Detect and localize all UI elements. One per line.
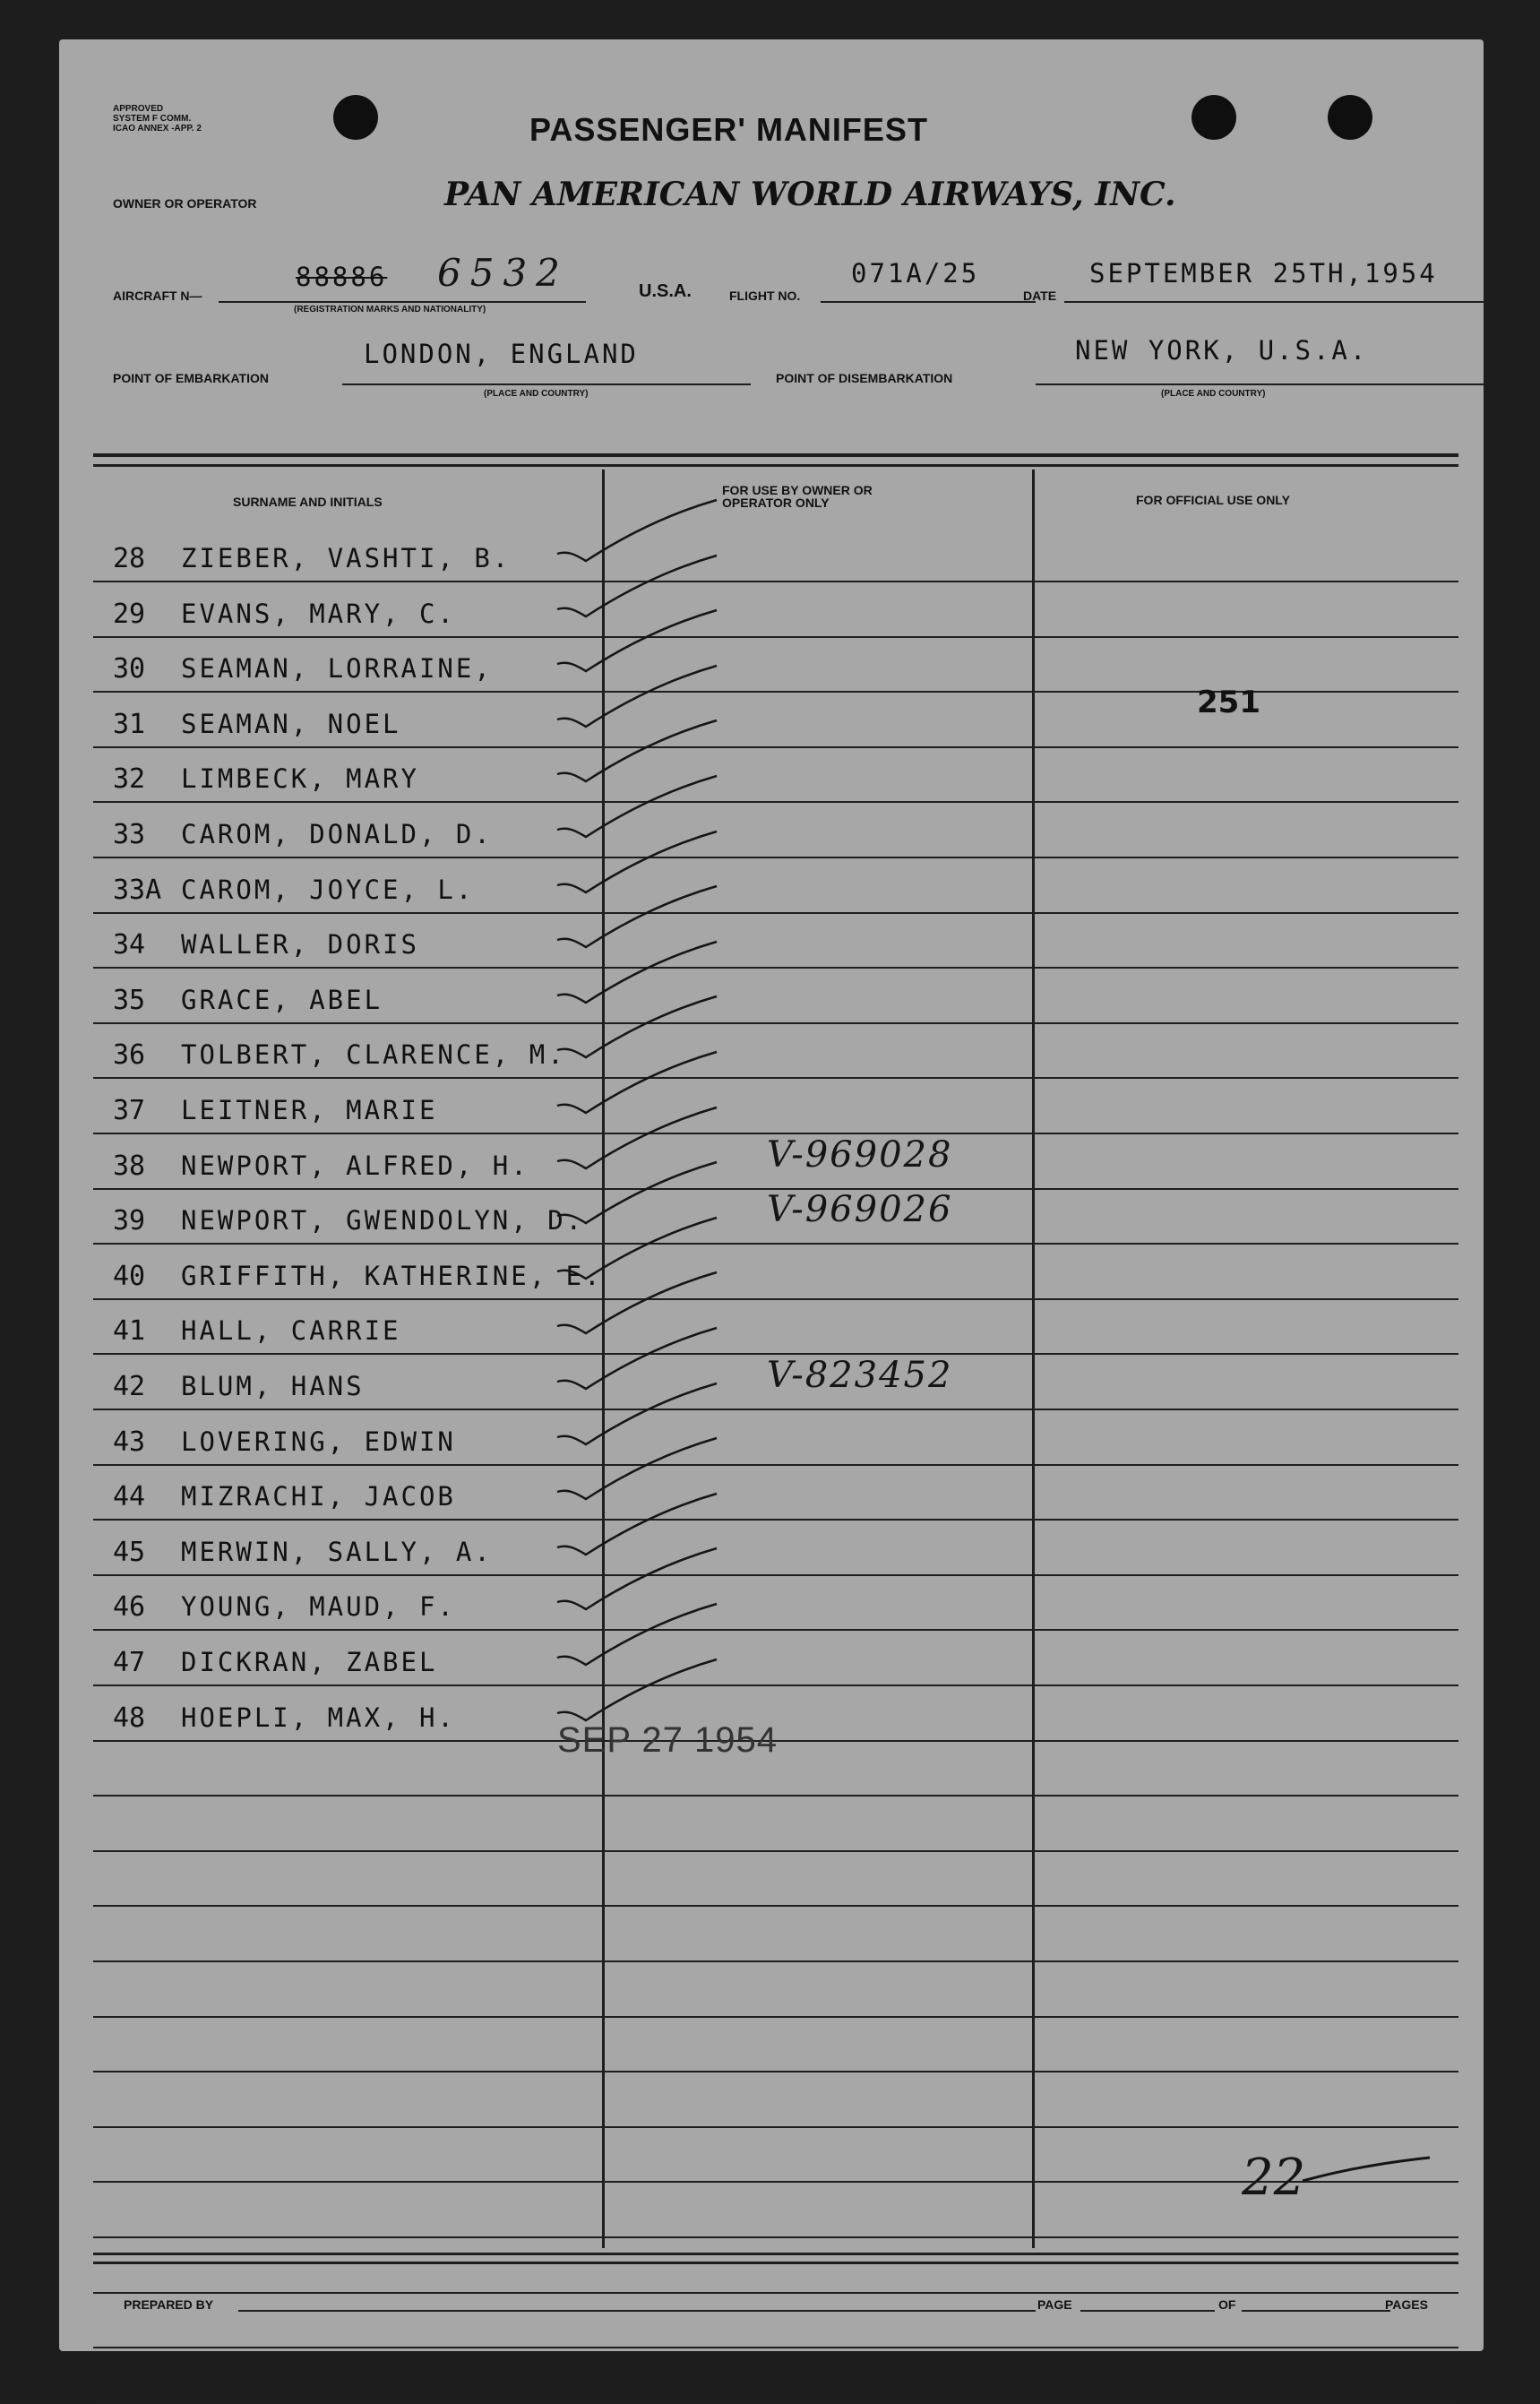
- col-header-owner: FOR USE BY OWNER OR OPERATOR ONLY: [722, 483, 873, 510]
- passenger-number: 29: [113, 598, 146, 630]
- passenger-row: [59, 1355, 1484, 1414]
- registration-caption: (REGISTRATION MARKS AND NATIONALITY): [294, 305, 486, 315]
- page-title: PASSENGER' MANIFEST: [529, 111, 928, 148]
- visa-number: V-969028: [767, 1133, 953, 1176]
- passenger-name: WALLER, DORIS: [181, 929, 419, 961]
- passenger-number: 34: [113, 929, 146, 961]
- flight-label: FLIGHT NO.: [729, 289, 801, 303]
- date-label: DATE: [1023, 289, 1057, 303]
- passenger-number: 47: [113, 1647, 146, 1678]
- page-underline: [1080, 2310, 1215, 2312]
- passenger-number: 35: [113, 984, 146, 1016]
- row-rule: [93, 2236, 1458, 2238]
- page-label: PAGE: [1037, 2297, 1072, 2312]
- passenger-row: [59, 1634, 1484, 1690]
- aircraft-number: 6532: [437, 251, 569, 295]
- usa-label: U.S.A.: [639, 281, 692, 301]
- passenger-row: [59, 1579, 1484, 1634]
- pages-label: PAGES: [1385, 2297, 1428, 2312]
- row-rule: [93, 2347, 1458, 2348]
- table-bottom-rule-1: [93, 2253, 1458, 2255]
- table-top-rule-1: [93, 453, 1458, 457]
- passenger-number: 30: [113, 653, 146, 685]
- passenger-row: [59, 1469, 1484, 1524]
- passenger-number: 36: [113, 1039, 146, 1072]
- prepared-by-underline: [238, 2310, 1036, 2312]
- passenger-row: [59, 696, 1484, 752]
- passenger-name: DICKRAN, ZABEL: [181, 1647, 438, 1677]
- passenger-name: ZIEBER, VASHTI, B.: [181, 543, 512, 573]
- passenger-row: [59, 1303, 1484, 1358]
- row-rule: [93, 2016, 1458, 2018]
- passenger-row: [59, 1082, 1484, 1138]
- date-underline: [1064, 301, 1500, 303]
- row-rule: [93, 2071, 1458, 2072]
- passenger-name: SEAMAN, NOEL: [181, 708, 401, 739]
- of-underline: [1242, 2310, 1390, 2312]
- passenger-row: [59, 1133, 1484, 1193]
- passenger-name: MERWIN, SALLY, A.: [181, 1536, 493, 1567]
- passenger-name: LOVERING, EDWIN: [181, 1426, 456, 1457]
- passenger-row: [59, 806, 1484, 862]
- received-stamp: SEP 27 1954: [557, 1720, 779, 1760]
- passenger-name: NEWPORT, ALFRED, H.: [181, 1150, 529, 1181]
- passenger-row: [59, 1027, 1484, 1082]
- passenger-number: 40: [113, 1260, 146, 1292]
- passenger-name: LEITNER, MARIE: [181, 1095, 438, 1125]
- passenger-number: 48: [113, 1702, 146, 1734]
- passenger-number: 46: [113, 1591, 146, 1624]
- row-rule: [93, 2292, 1458, 2294]
- manifest-sheet: [59, 39, 1484, 2351]
- passenger-row: [59, 972, 1484, 1028]
- passenger-row: [59, 1524, 1484, 1580]
- passenger-name: HALL, CARRIE: [181, 1315, 401, 1347]
- passenger-row: [59, 917, 1484, 972]
- passenger-name: YOUNG, MAUD, F.: [181, 1591, 456, 1623]
- handwritten-total: 22: [1242, 2149, 1306, 2207]
- punch-hole-right-2: [1328, 95, 1372, 140]
- official-note: 251: [1197, 685, 1260, 720]
- passenger-number: 33: [113, 819, 146, 850]
- row-rule: [93, 2126, 1458, 2128]
- passenger-row: [59, 586, 1484, 642]
- flight-number: 071A/25: [851, 258, 980, 289]
- disembarkation-caption: (PLACE AND COUNTRY): [1161, 389, 1266, 399]
- approval-line-1: APPROVED: [113, 104, 164, 114]
- row-rule: [93, 1795, 1458, 1797]
- passenger-number: 39: [113, 1205, 146, 1237]
- passenger-number: 33A: [113, 874, 162, 906]
- passenger-number: 28: [113, 543, 146, 574]
- passenger-name: CAROM, DONALD, D.: [181, 819, 493, 849]
- disembarkation-underline: [1036, 383, 1500, 385]
- embarkation-caption: (PLACE AND COUNTRY): [484, 389, 589, 399]
- passenger-name: SEAMAN, LORRAINE,: [181, 653, 493, 685]
- of-label: OF: [1218, 2297, 1236, 2312]
- prepared-by-label: PREPARED BY: [124, 2297, 214, 2312]
- passenger-row: [59, 862, 1484, 918]
- visa-number: V-823452: [767, 1355, 953, 1396]
- embarkation-label: POINT OF EMBARKATION: [113, 371, 269, 385]
- passenger-row: [59, 530, 1484, 586]
- aircraft-label: AIRCRAFT N—: [113, 289, 202, 303]
- passenger-row: [59, 1414, 1484, 1469]
- punch-hole-right-1: [1192, 95, 1236, 140]
- passenger-number: 45: [113, 1536, 146, 1568]
- passenger-number: 37: [113, 1095, 146, 1126]
- passenger-number: 38: [113, 1150, 146, 1182]
- embarkation-underline: [342, 383, 751, 385]
- passenger-name: MIZRACHI, JACOB: [181, 1481, 456, 1512]
- passenger-name: NEWPORT, GWENDOLYN, D.: [181, 1205, 585, 1236]
- passenger-name: GRIFFITH, KATHERINE, E.: [181, 1260, 603, 1291]
- row-rule: [93, 1850, 1458, 1852]
- table-top-rule-2: [93, 464, 1458, 467]
- passenger-number: 44: [113, 1481, 146, 1513]
- approval-line-3: ICAO ANNEX -APP. 2: [113, 124, 202, 134]
- disembarkation-label: POINT OF DISEMBARKATION: [776, 371, 953, 385]
- passenger-name: TOLBERT, CLARENCE, M.: [181, 1039, 566, 1071]
- flight-underline: [821, 301, 1036, 303]
- col-header-official: FOR OFFICIAL USE ONLY: [1136, 493, 1290, 507]
- passenger-number: 32: [113, 763, 146, 796]
- total-flourish: [1299, 2154, 1433, 2190]
- passenger-name: GRACE, ABEL: [181, 984, 383, 1015]
- passenger-number: 41: [113, 1315, 146, 1348]
- aircraft-underline: [219, 301, 586, 303]
- passenger-row: [59, 641, 1484, 696]
- disembarkation-place: NEW YORK, U.S.A.: [1075, 335, 1369, 366]
- passenger-row: [59, 751, 1484, 806]
- passenger-number: 31: [113, 708, 146, 740]
- row-rule: [93, 2402, 1458, 2404]
- owner-label: OWNER OR OPERATOR: [113, 196, 257, 211]
- embarkation-place: LONDON, ENGLAND: [364, 339, 639, 369]
- passenger-number: 43: [113, 1426, 146, 1458]
- flight-date: SEPTEMBER 25TH,1954: [1089, 258, 1438, 289]
- row-rule: [93, 1960, 1458, 1962]
- passenger-name: LIMBECK, MARY: [181, 763, 419, 795]
- punch-hole-left: [333, 95, 378, 140]
- passenger-row: [59, 1189, 1484, 1248]
- passenger-name: CAROM, JOYCE, L.: [181, 874, 475, 905]
- aircraft-struck: 88886: [296, 262, 388, 292]
- col-header-surname: SURNAME AND INITIALS: [233, 495, 383, 509]
- owner-name: PAN AMERICAN WORLD AIRWAYS, INC.: [444, 176, 1176, 213]
- passenger-name: HOEPLI, MAX, H.: [181, 1702, 456, 1733]
- visa-number: V-969026: [767, 1189, 953, 1231]
- passenger-number: 42: [113, 1371, 146, 1402]
- passenger-name: EVANS, MARY, C.: [181, 598, 456, 629]
- approval-line-2: SYSTEM F COMM.: [113, 114, 192, 124]
- table-bottom-rule-2: [93, 2262, 1458, 2264]
- passenger-row: [59, 1248, 1484, 1304]
- passenger-name: BLUM, HANS: [181, 1371, 365, 1401]
- row-rule: [93, 1905, 1458, 1907]
